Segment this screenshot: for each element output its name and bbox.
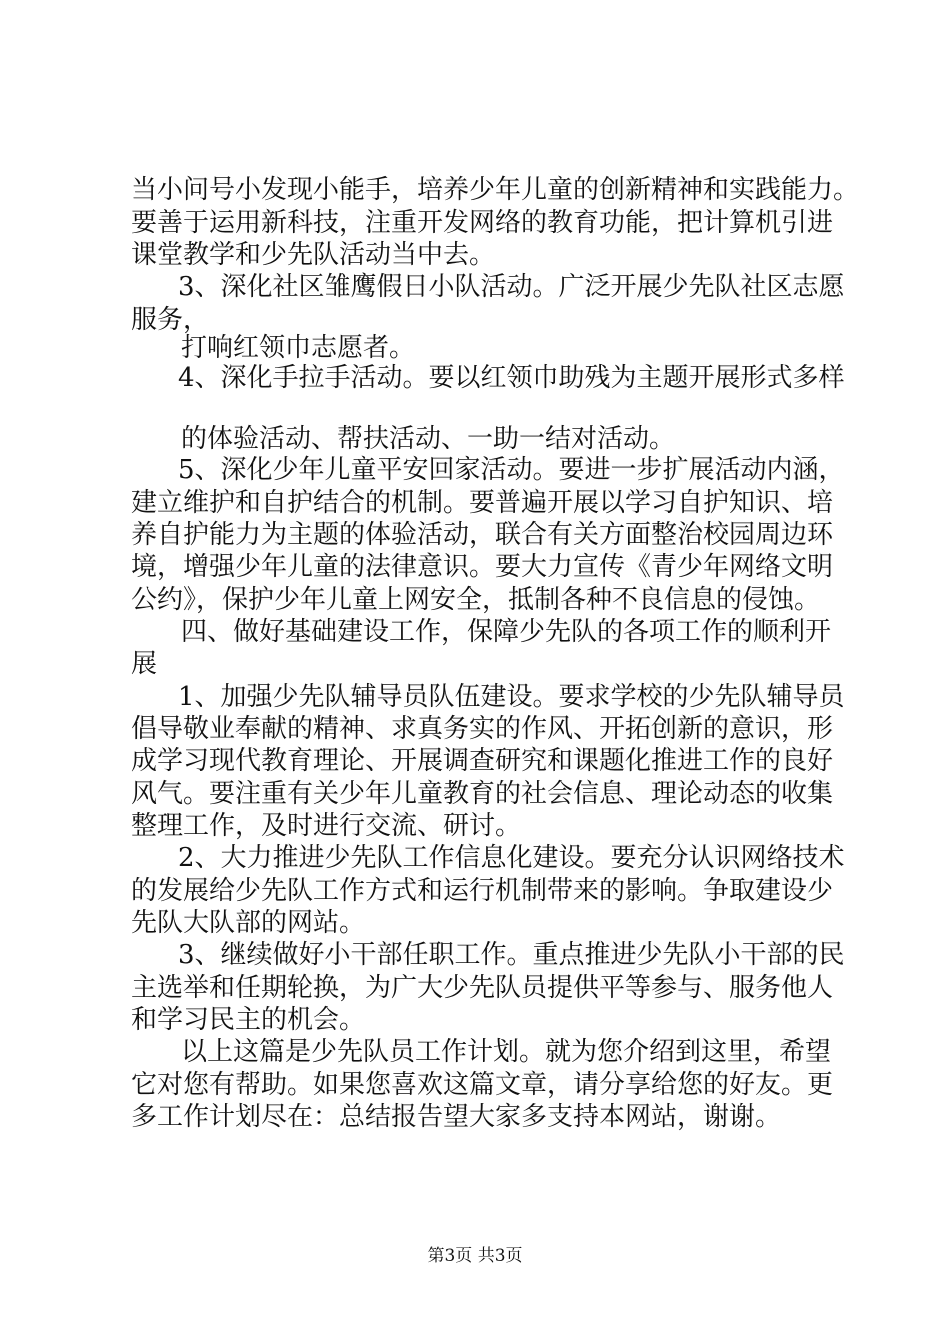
page-number-footer: 第3页 共3页 (427, 1246, 523, 1266)
text-line: 打响红领巾志愿者。 (181, 333, 416, 363)
text-line: 课堂教学和少先队活动当中去。 (131, 240, 496, 270)
text-line: 当小问号小发现小能手，培养少年儿童的创新精神和实践能力。 (131, 175, 860, 205)
text-line: 的体验活动、帮扶活动、一助一结对活动。 (181, 424, 676, 454)
text-line: 和学习民主的机会。 (131, 1005, 366, 1035)
text-line: 公约》，保护少年儿童上网安全，抵制各种不良信息的侵蚀。 (131, 585, 821, 615)
text-line: 5、深化少年儿童平安回家活动。要进一步扩展活动内涵， (178, 455, 845, 485)
text-line: 以上这篇是少先队员工作计划。就为您介绍到这里，希望 (181, 1037, 832, 1067)
text-line: 4、深化手拉手活动。要以红领巾助残为主题开展形式多样 (178, 363, 845, 393)
text-line: 它对您有帮助。如果您喜欢这篇文章，请分享给您的好友。更 (131, 1070, 834, 1100)
text-line: 建立维护和自护结合的机制。要普遍开展以学习自护知识、培 (131, 488, 834, 518)
text-line: 整理工作，及时进行交流、研讨。 (131, 811, 522, 841)
text-line: 四、做好基础建设工作，保障少先队的各项工作的顺利开 (181, 617, 832, 647)
text-line: 多工作计划尽在：总结报告望大家多支持本网站，谢谢。 (131, 1102, 782, 1132)
text-line: 1、加强少先队辅导员队伍建设。要求学校的少先队辅导员 (178, 682, 845, 712)
text-line: 境，增强少年儿童的法律意识。要大力宣传《青少年网络文明 (131, 552, 834, 582)
text-line: 倡导敬业奉献的精神、求真务实的作风、开拓创新的意识，形 (131, 714, 834, 744)
text-line: 养自护能力为主题的体验活动，联合有关方面整治校园周边环 (131, 520, 834, 550)
text-line: 3、深化社区雏鹰假日小队活动。广泛开展少先队社区志愿 (178, 272, 845, 302)
text-line: 要善于运用新科技，注重开发网络的教育功能，把计算机引进 (131, 208, 834, 238)
text-line: 服务， (131, 305, 210, 335)
text-line: 主选举和任期轮换，为广大少先队员提供平等参与、服务他人 (131, 973, 834, 1003)
text-line: 成学习现代教育理论、开展调查研究和课题化推进工作的良好 (131, 746, 834, 776)
text-line: 先队大队部的网站。 (131, 908, 366, 938)
text-line: 的发展给少先队工作方式和运行机制带来的影响。争取建设少 (131, 876, 834, 906)
text-line: 风气。要注重有关少年儿童教育的社会信息、理论动态的收集 (131, 779, 834, 809)
text-line: 3、继续做好小干部任职工作。重点推进少先队小干部的民 (178, 940, 845, 970)
text-line: 展 (131, 649, 158, 679)
text-line: 2、大力推进少先队工作信息化建设。要充分认识网络技术 (178, 843, 845, 873)
